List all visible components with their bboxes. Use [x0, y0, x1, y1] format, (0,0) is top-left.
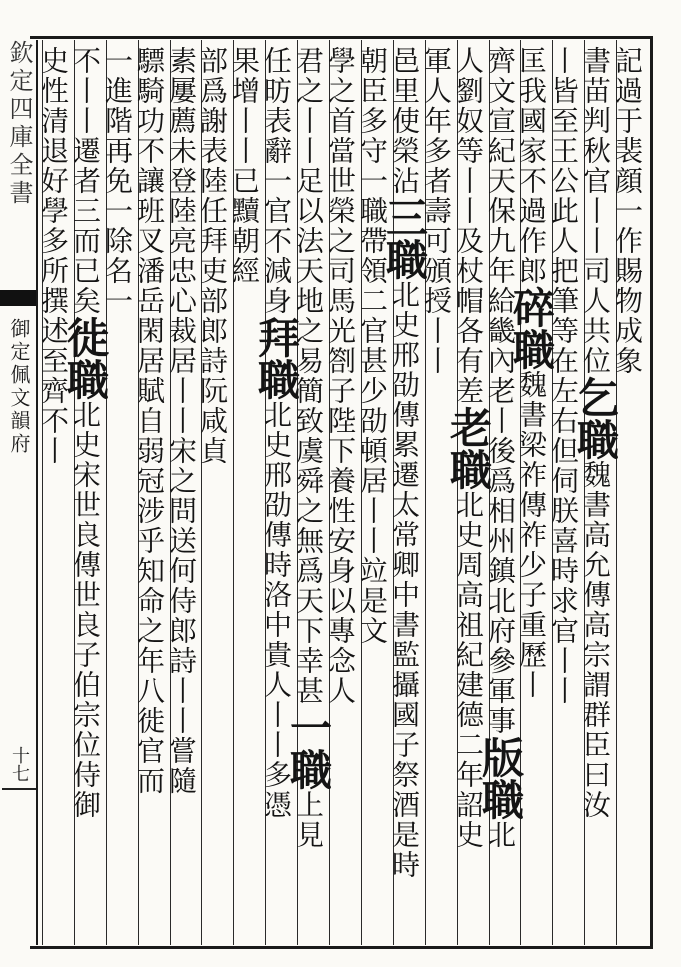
entry-heading: 徙職: [61, 316, 110, 400]
column-text: 匡我國家不過作郎: [515, 46, 548, 286]
column-text: 驃騎功不讓班叉潘岳閑居賦自弱冠涉乎知命之年八徙官而: [133, 46, 166, 796]
column-text: 書苗判秋官丨丨司人共位: [579, 46, 612, 376]
text-column: [284, 46, 333, 942]
page-number: 十七: [9, 746, 30, 782]
text-column: [611, 46, 648, 942]
text-column: [444, 46, 493, 942]
column-text: 人劉奴等丨丨及杖帽各有差: [452, 46, 485, 406]
text-column: [133, 46, 170, 942]
column-text: 果增丨丨已黷朝經: [228, 46, 261, 286]
column-text: 軍人年多者壽可頒授丨丨: [420, 46, 453, 376]
column-text: 北史邢劭傳累遷太常卿中書監攝國子祭酒是時: [388, 280, 421, 880]
column-text: 魏書高允傳高宗謂群臣曰汝: [579, 460, 612, 820]
column-text: 上見: [292, 790, 325, 850]
column-text: 北史邢劭傳時洛中貴人丨丨多憑: [260, 400, 293, 820]
column-text: 一進階再免一除名一: [101, 46, 134, 316]
frame-top-rule: [30, 36, 651, 39]
column-text: 丨皆至王公此人把筆等在左右但伺朕喜時求官丨丨: [547, 46, 580, 706]
entry-heading: 碎職: [507, 286, 556, 370]
column-text: 史性清退好學多所撰述至齊不丨: [37, 46, 70, 466]
frame-right-rule: [650, 36, 653, 949]
text-column: [228, 46, 265, 942]
column-text: 北史周高祖紀建德二年詔: [452, 490, 485, 820]
column-text: 魏書梁祚傳祚少子重歷丨: [515, 370, 548, 700]
column-text: 部爲謝表陸任拜吏部郎詩阮咸貞: [196, 46, 229, 466]
frame-bottom-rule: [30, 946, 653, 949]
entry-heading: 老職: [444, 406, 493, 490]
entry-heading: 三職: [380, 196, 429, 280]
column-text: 齊文宣紀天保九年給畿內老: [484, 46, 517, 406]
column-text: 朝臣多守一職帶領二官甚少劭頓居丨丨竝是文: [356, 46, 389, 646]
margin-book-title: 御定佩文韻府: [7, 318, 31, 456]
text-column: [420, 46, 457, 942]
text-column: [571, 46, 620, 942]
column-text: 記過于裴顔一作賜物成象: [611, 46, 644, 376]
text-column: [61, 46, 110, 942]
column-text: 丨後爲相州鎮北府參軍事: [484, 406, 517, 736]
text-column: [356, 46, 393, 942]
entry-heading: 拜職: [252, 316, 301, 400]
text-column: [476, 46, 525, 942]
column-text: 不丨丨遷者三而已矣: [69, 46, 102, 316]
entry-heading: 乞職: [571, 376, 620, 460]
column-text: 素屢薦未登陸亮忠心裁居丨丨宋之問送何侍郎詩丨丨嘗隨: [165, 46, 198, 796]
page-number-rule: [2, 788, 36, 790]
text-column: [101, 46, 138, 942]
text-column: [507, 46, 556, 942]
entry-heading: 版職: [476, 736, 525, 820]
column-text: 邑里使榮沾: [388, 46, 421, 196]
column-text: 史: [452, 820, 485, 850]
text-column: [547, 46, 584, 942]
column-text: 北史宋世良傳世良子伯宗位侍御: [69, 400, 102, 820]
column-text: 學之首當世榮之司馬光劄子陛下養性安身以專念人: [324, 46, 357, 706]
margin-title-fragment: 欽定四庫全書: [5, 40, 33, 208]
entry-heading: 一職: [284, 706, 333, 790]
text-column: [380, 46, 429, 942]
column-text: 君之丨丨足以法天地之易簡致虞舜之無爲天下幸甚: [292, 46, 325, 706]
text-column: [252, 46, 301, 942]
text-column: [324, 46, 361, 942]
text-column: [196, 46, 233, 942]
text-column: [37, 46, 74, 942]
text-column: [165, 46, 202, 942]
column-text: 北: [484, 820, 517, 850]
column-text: 任昉表辭一官不減身: [260, 46, 293, 316]
